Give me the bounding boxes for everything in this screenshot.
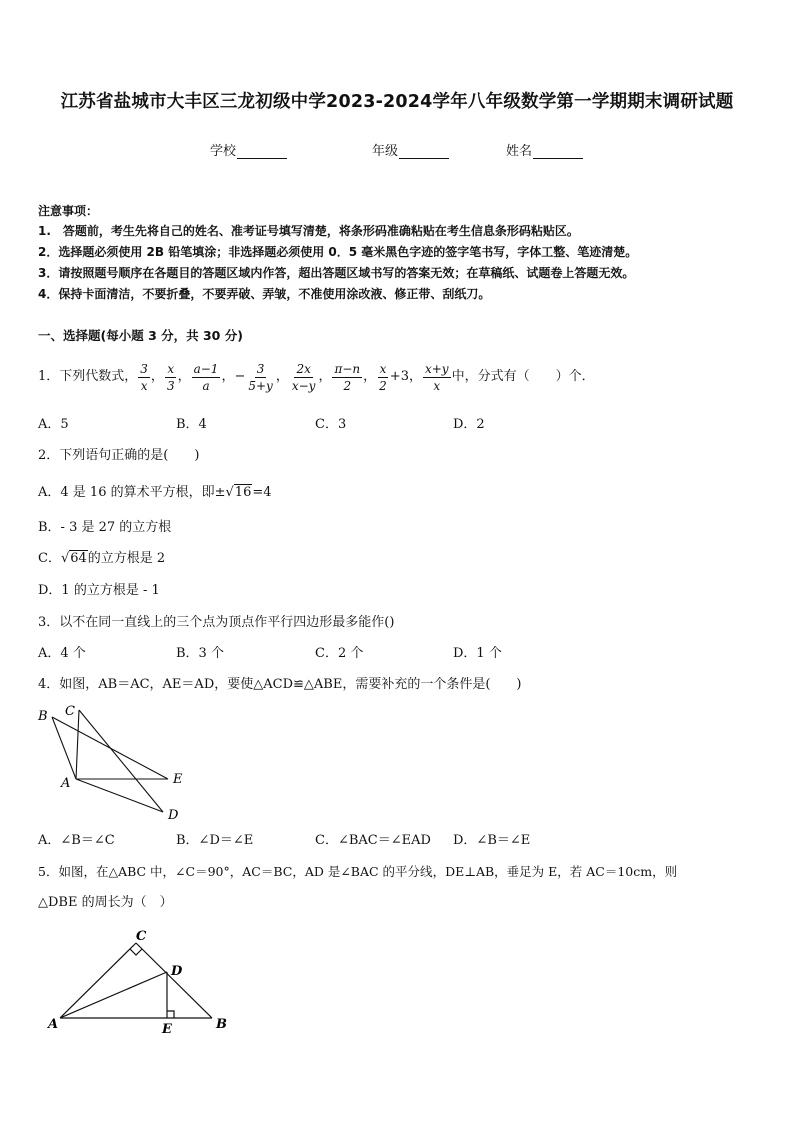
plus-three: +3: [389, 369, 409, 384]
question-5: 5．如图，在△ABC 中，∠C＝90°，AC＝BC，AD 是∠BAC 的平分线，DE⊥AB，垂足为 E，若 AC＝10cm，则: [38, 864, 678, 879]
section-heading: 一、选择题(每小题 3 分，共 30 分): [38, 328, 243, 343]
q3-option-c[interactable]: C．2 个: [315, 646, 364, 661]
q4-option-c[interactable]: C．∠BAC＝∠EAD: [315, 833, 431, 848]
q4-figure: [30, 700, 200, 825]
name-blank: [533, 144, 583, 159]
q2-option-b[interactable]: B．- 3 是 27 的立方根: [38, 520, 172, 535]
q2-option-d[interactable]: D．1 的立方根是 - 1: [38, 583, 160, 598]
name-label: 姓名: [506, 144, 533, 159]
q2-option-a[interactable]: A．4 是 16 的算术平方根，即±√16=4: [38, 485, 272, 500]
label-c: C: [65, 704, 75, 719]
question-1: 1．下列代数式， $\frac{3}{x}$ ， $\frac{x}{3}$ ， $\frac{a-1}{a}$ ， − $\frac{3}{5+y}$ ， $\frac{2x}{x-y}$ ， $\frac{\pi-n}{2}$ ， $\frac{x}{2}$ +3 ， $\frac{x+y}{x}$ 中，分式有（ ）个．: [38, 361, 595, 393]
q3-option-a[interactable]: A．4 个: [38, 646, 86, 661]
q1-option-a[interactable]: A．5: [38, 417, 69, 432]
q5-figure: [40, 925, 240, 1040]
segment-cd: [79, 710, 163, 812]
notice-item: 4．保持卡面清洁，不要折叠，不要弄破、弄皱，不准使用涂改液、修正带、刮纸刀。: [38, 287, 491, 301]
grade-blank: [399, 144, 449, 159]
fraction: $\frac{x+y}{x}$: [424, 361, 449, 393]
school-blank: [237, 144, 287, 159]
question-3: 3．以不在同一直线上的三个点为顶点作平行四边形最多能作(): [38, 615, 395, 630]
label-a: A: [48, 1017, 59, 1032]
q4-option-b[interactable]: B．∠D＝∠E: [176, 833, 254, 848]
fraction: $\frac{a-1}{a}$: [193, 361, 219, 393]
label-d: D: [171, 964, 183, 979]
grade-field: [372, 140, 449, 159]
q3-option-d[interactable]: D．1 个: [453, 646, 502, 661]
fraction: $\frac{\pi-n}{2}$: [334, 361, 361, 393]
q1-option-c[interactable]: C．3: [315, 417, 347, 432]
segment-ac: [76, 710, 79, 779]
q1-lead: 1．下列代数式，: [38, 369, 138, 384]
fraction: $\frac{3}{5+y}$: [248, 361, 273, 393]
q3-option-b[interactable]: B．3 个: [176, 646, 224, 661]
question-2: 2．下列语句正确的是( ): [38, 448, 200, 463]
label-e: E: [162, 1022, 172, 1037]
notice-heading: 注意事项：: [38, 204, 99, 218]
fraction: $\frac{x}{3}$: [166, 361, 175, 393]
q1-option-d[interactable]: D．2: [453, 417, 485, 432]
segment-ac: [60, 943, 136, 1018]
fraction: $\frac{x}{2}$: [379, 361, 387, 393]
question-5-cont: △DBE 的周长为（ ）: [38, 895, 173, 910]
label-b: B: [38, 709, 48, 724]
q1-option-b[interactable]: B．4: [176, 417, 207, 432]
q1-tail: 中，分式有（ ）个．: [451, 369, 595, 384]
right-angle-e: [167, 1011, 174, 1018]
label-c: C: [136, 929, 147, 944]
label-a: A: [61, 776, 71, 791]
segment-ad: [60, 972, 167, 1018]
fraction: $\frac{2x}{x-y}$: [291, 361, 316, 393]
q4-option-d[interactable]: D．∠B＝∠E: [453, 833, 531, 848]
label-b: B: [216, 1017, 227, 1032]
notice-item: 3．请按照题号顺序在各题目的答题区域内作答，超出答题区域书写的答案无效；在草稿纸、试题卷上答题无效。: [38, 266, 635, 280]
q4-option-a[interactable]: A．∠B＝∠C: [38, 833, 115, 848]
segment-ba: [52, 717, 76, 779]
school-field: [210, 140, 287, 159]
fraction: $\frac{3}{x}$: [140, 361, 148, 393]
right-angle-c: [130, 949, 142, 955]
notice-item: 2．选择题必须使用 2B 铅笔填涂；非选择题必须使用 0．5 毫米黑色字迹的签字笔书写，字体工整、笔迹清楚。: [38, 245, 638, 259]
minus-sign: −: [234, 369, 246, 384]
school-label: 学校: [210, 144, 237, 159]
q2-option-c[interactable]: C．√64的立方根是 2: [38, 551, 166, 566]
label-d: D: [168, 808, 179, 823]
grade-label: 年级: [372, 144, 399, 159]
name-field: [506, 140, 583, 159]
question-4: 4．如图，AB＝AC，AE＝AD，要使△ACD≌△ABE，需要补充的一个条件是( ): [38, 677, 522, 692]
page-title: 江苏省盐城市大丰区三龙初级中学2023-2024学年八年级数学第一学期期末调研试题: [60, 92, 734, 112]
notice-item: 1. 答题前，考生先将自己的姓名、准考证号填写清楚，将条形码准确粘贴在考生信息条形码粘贴区。: [38, 224, 579, 238]
label-e: E: [173, 772, 183, 787]
